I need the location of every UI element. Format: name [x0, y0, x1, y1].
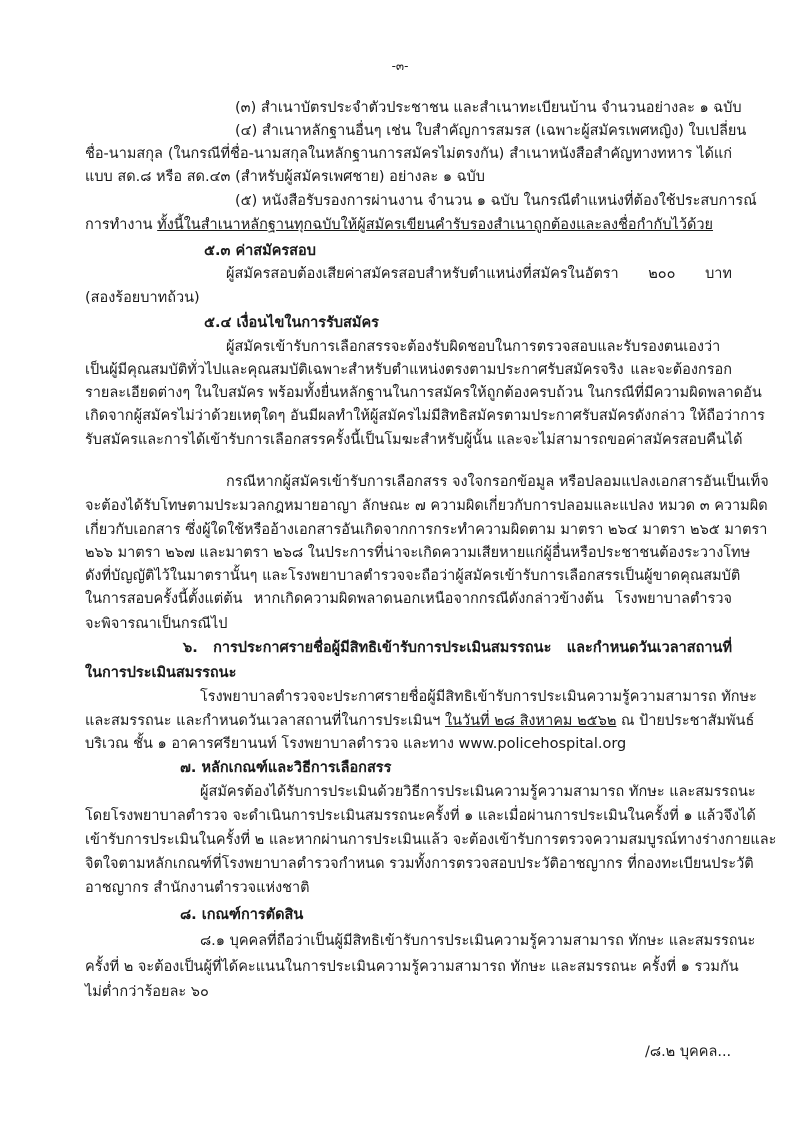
item-5-line: (๕) หนังสือรับรองการผ่านงาน จำนวน ๑ ฉบับ ในกรณีตำแหน่งที่ต้องใช้ประสบการณ์: [235, 193, 757, 209]
item-4-line: แบบ สด.๘ หรือ สด.๔๓ (สำหรับผู้สมัครเพศชาย) อย่างละ ๑ ฉบับ: [85, 169, 485, 185]
section-6-heading: ในการประเมินสมรรถนะ: [85, 665, 237, 681]
paragraph-line: เกิดจากผู้สมัครไม่ว่าด้วยเหตุใดๆ อันมีผลทำให้ผู้สมัครไม่มีสิทธิสมัครตามประกาศรับสมัครดังกล่าว ให้ถือว่าการ: [85, 408, 765, 424]
page-number: -๓-: [391, 59, 409, 73]
text: และสมรรถนะ และกำหนดวันเวลาสถานที่ในการประเมินฯ: [85, 713, 446, 729]
paragraph-line: ดังที่บัญญัติไว้ในมาตรานั้นๆ และโรงพยาบาลตำรวจจะถือว่าผู้สมัครเข้ารับการเลือกสรรเป็นผู้ขาดคุณสมบัติ: [85, 568, 741, 584]
section-8-heading: ๘. เกณฑ์การตัดสิน: [180, 907, 304, 923]
item-5-line: [85, 214, 713, 236]
paragraph-line: ครั้งที่ ๒ จะต้องเป็นผู้ที่ได้คะแนนในการประเมินความรู้ความสามารถ ทักษะ และสมรรถนะ ครั้งที่ ๑ รวมกัน: [85, 959, 739, 975]
paragraph-line: (สองร้อยบาทถ้วน): [85, 290, 200, 306]
paragraph-line: โรงพยาบาลตำรวจจะประกาศรายชื่อผู้มีสิทธิเข้ารับการประเมินความรู้ความสามารถ ทักษะ: [200, 689, 757, 705]
paragraph-line: เกี่ยวกับเอกสาร ซึ่งผู้ใดใช้หรืออ้างเอกสารอันเกิดจากการกระทำความผิดตาม มาตรา ๒๖๔ มาตรา ๒๖๕ มาตรา: [85, 522, 768, 538]
paragraph-line: ผู้สมัครต้องได้รับการประเมินด้วยวิธีการประเมินความรู้ความสามารถ ทักษะ และสมรรถนะ: [200, 784, 756, 800]
item-3: (๓) สำเนาบัตรประจำตัวประชาชน และสำเนาทะเบียนบ้าน จำนวนอย่างละ ๑ ฉบับ: [235, 100, 742, 116]
item-4-line: (๔) สำเนาหลักฐานอื่นๆ เช่น ใบสำคัญการสมรส (เฉพาะผู้สมัครเพศหญิง) ใบเปลี่ยน: [235, 123, 747, 139]
paragraph-line: จะต้องได้รับโทษตามประมวลกฎหมายอาญา ลักษณะ ๗ ความผิดเกี่ยวกับการปลอมและแปลง หมวด ๓ ความผิด: [85, 498, 768, 514]
announcement-date: ในวันที่ ๒๘ สิงหาคม ๒๕๖๒: [445, 713, 617, 729]
paragraph-line: ผู้สมัครสอบต้องเสียค่าสมัครสอบสำหรับตำแหน่งที่สมัครในอัตรา ๒๐๐ บาท: [226, 266, 732, 282]
paragraph-line: กรณีหากผู้สมัครเข้ารับการเลือกสรร จงใจกรอกข้อมูล หรือปลอมแปลงเอกสารอันเป็นเท็จ: [226, 474, 769, 490]
paragraph-line: จิตใจตามหลักเกณฑ์ที่โรงพยาบาลตำรวจกำหนด รวมทั้งการตรวจสอบประวัติอาชญากร ที่กองทะเบียนประวัติ: [85, 856, 754, 872]
section-7-heading: ๗. หลักเกณฑ์และวิธีการเลือกสรร: [180, 760, 392, 776]
section-5-3-heading: ๕.๓ ค่าสมัครสอบ: [204, 243, 316, 259]
paragraph-line: อาชญากร สำนักงานตำรวจแห่งชาติ: [85, 880, 310, 896]
paragraph-line: ในการสอบครั้งนี้ตั้งแต่ต้น หากเกิดความผิดพลาดนอกเหนือจากกรณีดังกล่าวข้างต้น โรงพยาบาลตำรวจ: [85, 591, 732, 607]
section-6-heading: ๖. การประกาศรายชื่อผู้มีสิทธิเข้ารับการประเมินสมรรถนะ และกำหนดวันเวลาสถานที่: [183, 640, 732, 656]
paragraph-line: ไม่ต่ำกว่าร้อยละ ๖๐: [85, 984, 209, 1000]
section-5-4-heading: ๕.๔ เงื่อนไขในการรับสมัคร: [204, 315, 379, 331]
paragraph-line: รายละเอียดต่างๆ ในใบสมัคร พร้อมทั้งยื่นหลักฐานในการสมัครให้ถูกต้องครบถ้วน ในกรณีที่มีความผิดพลาดอัน: [85, 385, 762, 401]
paragraph-line: เป็นผู้มีคุณสมบัติทั่วไปและคุณสมบัติเฉพาะสำหรับตำแหน่งตรงตามประกาศรับสมัครจริง และจะต้องกรอก: [85, 362, 732, 378]
paragraph-line: รับสมัครและการได้เข้ารับการเลือกสรรครั้งนี้เป็นโมฆะสำหรับผู้นั้น และจะไม่สามารถขอค่าสมัครสอบคืนได้: [85, 432, 743, 448]
paragraph-line: ๘.๑ บุคคลที่ถือว่าเป็นผู้มีสิทธิเข้ารับการประเมินความรู้ความสามารถ ทักษะ และสมรรถนะ: [200, 933, 756, 949]
paragraph-line: [85, 710, 755, 732]
continuation-marker: /๘.๒ บุคคล...: [645, 1044, 732, 1060]
paragraph-line: ผู้สมัครเข้ารับการเลือกสรรจะต้องรับผิดชอบในการตรวจสอบและรับรองตนเองว่า: [226, 339, 721, 355]
text: ณ ป้ายประชาสัมพันธ์: [616, 713, 755, 729]
text: การทำงาน: [85, 217, 158, 233]
item-4-line: ชื่อ-นามสกุล (ในกรณีที่ชื่อ-นามสกุลในหลักฐานการสมัครไม่ตรงกัน) สำเนาหนังสือสำคัญทางทหาร ได้แก่: [85, 146, 732, 162]
underlined-note: ทั้งนี้ในสำเนาหลักฐานทุกฉบับให้ผู้สมัครเขียนคำรับรองสำเนาถูกต้องและลงชื่อกำกับไว้ด้วย: [157, 217, 714, 233]
paragraph-line: บริเวณ ชั้น ๑ อาคารศรียานนท์ โรงพยาบาลตำรวจ และทาง www.policehospital.org: [85, 736, 627, 752]
paragraph-line: ๒๖๖ มาตรา ๒๖๗ และมาตรา ๒๖๘ ในประการที่น่าจะเกิดความเสียหายแก่ผู้อื่นหรือประชาชนต้องระวางโทษ: [85, 545, 751, 561]
paragraph-line: จะพิจารณาเป็นกรณีไป: [85, 616, 228, 632]
paragraph-line: เข้ารับการประเมินในครั้งที่ ๒ และหากผ่านการประเมินแล้ว จะต้องเข้ารับการตรวจความสมบูรณ์ทางร่างกายและ: [85, 832, 777, 848]
paragraph-line: โดยโรงพยาบาลตำรวจ จะดำเนินการประเมินสมรรถนะครั้งที่ ๑ และเมื่อผ่านการประเมินในครั้งที่ ๑ แล้วจึงได้: [85, 808, 756, 824]
